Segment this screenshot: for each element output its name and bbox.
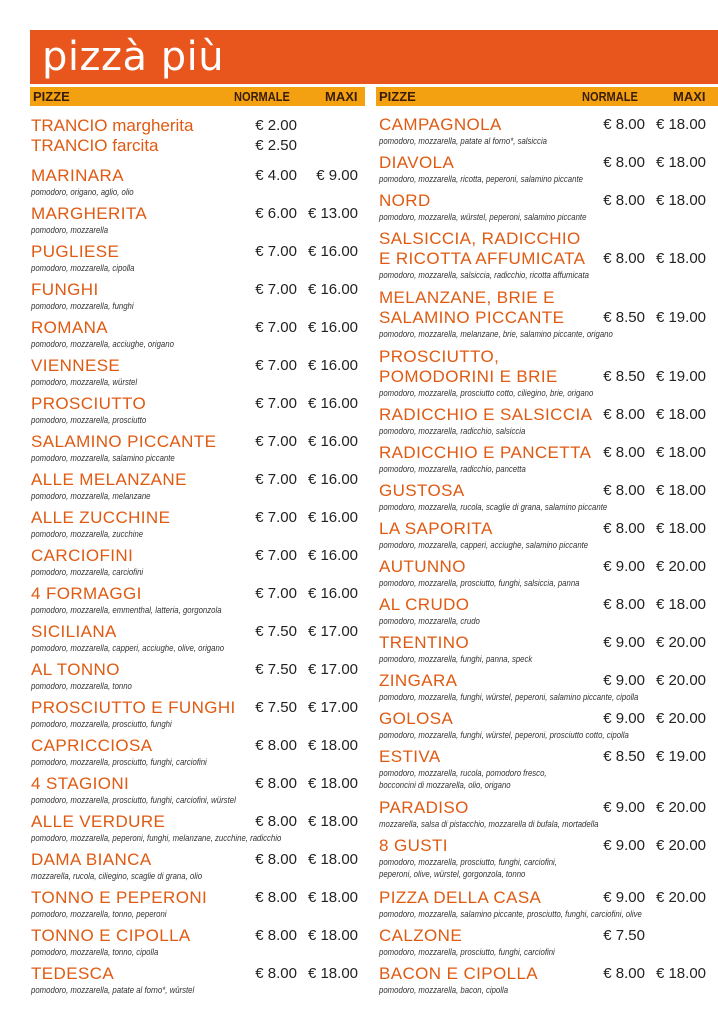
price-maxi: € 20.00: [655, 710, 706, 727]
price-maxi: € 18.00: [655, 250, 706, 267]
menu-item: [379, 229, 709, 281]
price-normale: € 9.00: [603, 672, 645, 689]
pizza-name: ROMANA: [31, 318, 109, 337]
price-normale: € 8.00: [603, 192, 645, 209]
price-maxi: € 20.00: [655, 672, 706, 689]
ingredients: pomodoro, mozzarella, crudo: [379, 616, 480, 627]
price-normale: € 7.00: [255, 357, 297, 374]
price-normale: € 8.00: [255, 737, 297, 754]
menu-item: [31, 204, 359, 244]
ingredients: pomodoro, mozzarella, prosciutto cotto, ciliegino, brie, origano: [379, 388, 594, 399]
pizza-name: ALLE VERDURE: [31, 812, 166, 831]
price-maxi: € 16.00: [307, 281, 358, 298]
menu-item: [379, 798, 709, 838]
menu-item: [379, 481, 709, 521]
price-maxi: € 16.00: [307, 509, 358, 526]
price-normale: € 8.00: [255, 889, 297, 906]
ingredients: pomodoro, mozzarella, patate al forno*, würstel: [31, 985, 195, 996]
price-maxi: € 18.00: [307, 813, 358, 830]
menu-item: [31, 432, 359, 472]
menu-item: [31, 698, 359, 738]
pizza-name: MARINARA: [31, 166, 124, 185]
normale-header: NORMALE: [234, 89, 290, 104]
menu-item: [379, 633, 709, 673]
menu-item: [379, 191, 709, 231]
ingredients: pomodoro, mozzarella, radicchio, salsiccia: [379, 426, 526, 437]
price-normale: € 9.00: [603, 837, 645, 854]
pizza-name: TRENTINO: [379, 633, 470, 652]
pizza-name: NORD: [379, 191, 431, 210]
pizza-name: MELANZANE, BRIE E: [379, 288, 555, 307]
pizza-name: TONNO E PEPERONI: [31, 888, 208, 907]
pizza-name: ALLE ZUCCHINE: [31, 508, 171, 527]
price-normale: € 9.00: [603, 558, 645, 575]
ingredients: pomodoro, mozzarella, tonno, cipolla: [31, 947, 159, 958]
price-normale: € 8.50: [603, 748, 645, 765]
price-normale: € 9.00: [603, 799, 645, 816]
price-normale: € 8.00: [603, 482, 645, 499]
price-normale: € 7.00: [255, 585, 297, 602]
price-maxi: € 18.00: [307, 965, 358, 982]
pizza-name: 4 FORMAGGI: [31, 584, 142, 603]
price-maxi: € 13.00: [307, 205, 358, 222]
menu-item: [379, 519, 709, 559]
price-normale: € 8.00: [603, 116, 645, 133]
price-normale: € 7.50: [255, 699, 297, 716]
price-maxi: € 18.00: [655, 482, 706, 499]
ingredients: pomodoro, mozzarella, radicchio, pancetta: [379, 464, 526, 475]
price-maxi: € 17.00: [307, 661, 358, 678]
menu-item: [379, 557, 709, 597]
pizza-name: 8 GUSTI: [379, 836, 448, 855]
price-maxi: € 16.00: [307, 585, 358, 602]
pizza-name: ESTIVA: [379, 747, 441, 766]
ingredients: pomodoro, mozzarella, rucola, scaglie di grana, salamino piccante: [379, 502, 608, 513]
price-normale: € 7.00: [255, 281, 297, 298]
price-maxi: € 18.00: [307, 889, 358, 906]
ingredients: pomodoro, mozzarella, cipolla: [31, 263, 135, 274]
price-normale: € 8.00: [255, 965, 297, 982]
price-maxi: € 18.00: [655, 520, 706, 537]
pizza-name: GUSTOSA: [379, 481, 465, 500]
menu-item: [31, 470, 359, 510]
price-normale: € 8.00: [603, 406, 645, 423]
price-normale: € 2.50: [255, 137, 297, 154]
left-column-header: [30, 87, 365, 106]
menu-item: [31, 660, 359, 700]
ingredients: pomodoro, mozzarella, rucola, pomodoro fresco,: [379, 768, 547, 779]
ingredients: pomodoro, mozzarella, peperoni, funghi, melanzane, zucchine, radicchio: [31, 833, 282, 844]
price-maxi: € 19.00: [655, 748, 706, 765]
ingredients-line2: bocconcini di mozzarella, olio, origano: [379, 780, 511, 791]
ingredients: pomodoro, mozzarella, emmenthal, latteria, gorgonzola: [31, 605, 222, 616]
menu-item: [31, 394, 359, 434]
ingredients: pomodoro, mozzarella, tonno: [31, 681, 132, 692]
price-normale: € 7.00: [255, 395, 297, 412]
price-normale: € 7.00: [255, 547, 297, 564]
pizza-name: CARCIOFINI: [31, 546, 134, 565]
pizza-name: ALLE MELANZANE: [31, 470, 187, 489]
pizza-name: SALAMINO PICCANTE: [31, 432, 217, 451]
price-normale: € 9.00: [603, 889, 645, 906]
menu-item: [379, 347, 709, 399]
ingredients: pomodoro, mozzarella, melanzane, brie, salamino piccante, origano: [379, 329, 613, 340]
pizza-name: PIZZA DELLA CASA: [379, 888, 542, 907]
menu-item: [31, 736, 359, 776]
menu-item: [31, 964, 359, 1004]
menu-item: [31, 546, 359, 586]
menu-item: [379, 153, 709, 193]
price-maxi: € 17.00: [307, 623, 358, 640]
price-maxi: € 19.00: [655, 309, 706, 326]
pizza-name: TRANCIO margherita: [31, 116, 194, 135]
menu-item: [379, 888, 709, 928]
pizza-name: TEDESCA: [31, 964, 115, 983]
price-maxi: € 18.00: [655, 444, 706, 461]
price-normale: € 8.00: [603, 154, 645, 171]
pizza-name: FUNGHI: [31, 280, 99, 299]
ingredients: pomodoro, mozzarella, prosciutto, funghi, carciofini,: [379, 857, 557, 868]
pizza-name: PROSCIUTTO: [31, 394, 147, 413]
menu-item: [379, 115, 709, 155]
ingredients: pomodoro, mozzarella, funghi, würstel, peperoni, salamino piccante, cipolla: [379, 692, 639, 703]
normale-header: NORMALE: [582, 89, 638, 104]
ingredients: pomodoro, mozzarella, salsiccia, radicchio, ricotta affumicata: [379, 270, 589, 281]
price-normale: € 7.00: [255, 471, 297, 488]
price-normale: € 7.00: [255, 243, 297, 260]
menu-item: [379, 964, 709, 1004]
pizza-name: DIAVOLA: [379, 153, 455, 172]
price-normale: € 8.00: [255, 851, 297, 868]
price-maxi: € 18.00: [655, 965, 706, 982]
price-maxi: € 16.00: [307, 395, 358, 412]
ingredients: mozzarella, salsa di pistacchio, mozzarella di bufala, mortadella: [379, 819, 599, 830]
pizza-name: 4 STAGIONI: [31, 774, 130, 793]
column-title: PIZZE: [379, 89, 416, 104]
maxi-header: MAXI: [673, 89, 706, 104]
ingredients: pomodoro, mozzarella, würstel, peperoni, salamino piccante: [379, 212, 587, 223]
price-maxi: € 18.00: [655, 192, 706, 209]
menu-item: [31, 622, 359, 662]
ingredients: pomodoro, mozzarella, prosciutto, funghi, carciofini: [379, 947, 555, 958]
header-banner: [30, 30, 718, 84]
ingredients: pomodoro, mozzarella, prosciutto: [31, 415, 147, 426]
price-normale: € 8.00: [255, 813, 297, 830]
menu-item: [31, 166, 359, 206]
ingredients: pomodoro, mozzarella, tonno, peperoni: [31, 909, 167, 920]
price-normale: € 6.00: [255, 205, 297, 222]
pizza-name: CAPRICCIOSA: [31, 736, 153, 755]
price-normale: € 7.50: [255, 623, 297, 640]
ingredients: pomodoro, mozzarella, capperi, acciughe, salamino piccante: [379, 540, 589, 551]
price-normale: € 7.00: [255, 433, 297, 450]
pizza-name: PROSCIUTTO E FUNGHI: [31, 698, 236, 717]
ingredients: pomodoro, mozzarella, prosciutto, funghi: [31, 719, 172, 730]
price-normale: € 7.50: [603, 927, 645, 944]
pizza-name: BACON E CIPOLLA: [379, 964, 539, 983]
pizza-name: RADICCHIO E PANCETTA: [379, 443, 592, 462]
ingredients: pomodoro, mozzarella, funghi, panna, speck: [379, 654, 533, 665]
menu-item: [31, 774, 359, 814]
price-maxi: € 20.00: [655, 837, 706, 854]
pizza-name: TRANCIO farcita: [31, 136, 159, 155]
menu-item: [31, 850, 359, 890]
price-normale: € 7.00: [255, 319, 297, 336]
menu-item: [379, 288, 709, 340]
ingredients: pomodoro, mozzarella, zucchine: [31, 529, 144, 540]
ingredients: pomodoro, mozzarella, funghi, würstel, peperoni, prosciutto cotto, cipolla: [379, 730, 629, 741]
menu-item: [379, 671, 709, 711]
ingredients: pomodoro, mozzarella, bacon, cipolla: [379, 985, 509, 996]
price-normale: € 8.00: [603, 596, 645, 613]
ingredients: pomodoro, mozzarella, ricotta, peperoni, salamino piccante: [379, 174, 583, 185]
price-maxi: € 18.00: [307, 927, 358, 944]
menu-item: [31, 242, 359, 282]
price-maxi: € 16.00: [307, 471, 358, 488]
price-maxi: € 20.00: [655, 634, 706, 651]
price-maxi: € 20.00: [655, 799, 706, 816]
pizza-name: LA SAPORITA: [379, 519, 493, 538]
menu-item: [379, 926, 709, 966]
price-normale: € 8.50: [603, 368, 645, 385]
price-maxi: € 18.00: [655, 154, 706, 171]
price-normale: € 8.00: [603, 444, 645, 461]
menu-item: [31, 356, 359, 396]
pizza-name: SALSICCIA, RADICCHIO: [379, 229, 581, 248]
ingredients: pomodoro, mozzarella, funghi: [31, 301, 134, 312]
ingredients: pomodoro, mozzarella: [31, 225, 109, 236]
menu-item: [31, 888, 359, 928]
pizza-name: MARGHERITA: [31, 204, 148, 223]
maxi-header: MAXI: [325, 89, 358, 104]
price-maxi: € 18.00: [655, 406, 706, 423]
pizza-name-line2: E RICOTTA AFFUMICATA: [379, 249, 586, 268]
price-normale: € 8.00: [603, 520, 645, 537]
price-normale: € 7.00: [255, 509, 297, 526]
pizza-name: AL TONNO: [31, 660, 120, 679]
price-normale: € 8.00: [255, 775, 297, 792]
price-maxi: € 18.00: [307, 737, 358, 754]
pizza-name: CALZONE: [379, 926, 463, 945]
price-normale: € 4.00: [255, 167, 297, 184]
price-normale: € 9.00: [603, 710, 645, 727]
brand-logo: pizzà più: [42, 34, 225, 80]
menu-item: [31, 812, 359, 852]
menu-item: [379, 405, 709, 445]
ingredients: pomodoro, mozzarella, melanzane: [31, 491, 151, 502]
menu-item: [31, 926, 359, 966]
pizza-name: ZINGARA: [379, 671, 458, 690]
menu-item: [379, 747, 709, 791]
pizza-name: TONNO E CIPOLLA: [31, 926, 191, 945]
price-maxi: € 18.00: [655, 116, 706, 133]
price-maxi: € 16.00: [307, 547, 358, 564]
ingredients: mozzarella, rucola, ciliegino, scaglie di grana, olio: [31, 871, 203, 882]
menu-item: [31, 318, 359, 358]
menu-item: [31, 280, 359, 320]
right-column-header: [376, 87, 718, 106]
price-maxi: € 18.00: [307, 851, 358, 868]
pizza-name: CAMPAGNOLA: [379, 115, 502, 134]
price-normale: € 8.00: [603, 250, 645, 267]
ingredients: pomodoro, mozzarella, prosciutto, funghi, salsiccia, panna: [379, 578, 580, 589]
pizza-name: DAMA BIANCA: [31, 850, 152, 869]
pizza-name: PROSCIUTTO,: [379, 347, 500, 366]
price-maxi: € 17.00: [307, 699, 358, 716]
ingredients: pomodoro, mozzarella, capperi, acciughe, olive, origano: [31, 643, 225, 654]
ingredients: pomodoro, mozzarella, patate al forno*, salsiccia: [379, 136, 548, 147]
price-normale: € 2.00: [255, 117, 297, 134]
price-maxi: € 16.00: [307, 319, 358, 336]
price-normale: € 9.00: [603, 634, 645, 651]
price-maxi: € 18.00: [307, 775, 358, 792]
price-maxi: € 16.00: [307, 433, 358, 450]
pizza-name: VIENNESE: [31, 356, 121, 375]
price-normale: € 8.00: [603, 965, 645, 982]
pizza-name-line2: SALAMINO PICCANTE: [379, 308, 565, 327]
pizza-name: AL CRUDO: [379, 595, 470, 614]
ingredients: pomodoro, mozzarella, salamino piccante, prosciutto, funghi, carciofini, olive: [379, 909, 642, 920]
price-maxi: € 18.00: [655, 596, 706, 613]
pizza-name: GOLOSA: [379, 709, 454, 728]
pizza-name: PARADISO: [379, 798, 469, 817]
price-maxi: € 16.00: [307, 243, 358, 260]
menu-item: [31, 584, 359, 624]
ingredients: pomodoro, mozzarella, würstel: [31, 377, 138, 388]
price-maxi: € 19.00: [655, 368, 706, 385]
menu-item: [31, 508, 359, 548]
price-normale: € 8.50: [603, 309, 645, 326]
menu-item: [379, 709, 709, 749]
column-title: PIZZE: [33, 89, 70, 104]
pizza-name-line2: POMODORINI E BRIE: [379, 367, 558, 386]
price-normale: € 8.00: [255, 927, 297, 944]
pizza-name: AUTUNNO: [379, 557, 466, 576]
menu-item: [379, 443, 709, 483]
pizza-name: SICILIANA: [31, 622, 117, 641]
price-maxi: € 9.00: [316, 167, 358, 184]
price-maxi: € 16.00: [307, 357, 358, 374]
pizza-name: RADICCHIO E SALSICCIA: [379, 405, 593, 424]
menu-item: [379, 595, 709, 635]
price-normale: € 7.50: [255, 661, 297, 678]
ingredients: pomodoro, mozzarella, prosciutto, funghi, carciofini, würstel: [31, 795, 236, 806]
ingredients: pomodoro, origano, aglio, olio: [31, 187, 134, 198]
ingredients: pomodoro, mozzarella, prosciutto, funghi, carciofini: [31, 757, 207, 768]
menu-item: [379, 836, 709, 880]
ingredients: pomodoro, mozzarella, carciofini: [31, 567, 144, 578]
price-maxi: € 20.00: [655, 889, 706, 906]
ingredients: pomodoro, mozzarella, acciughe, origano: [31, 339, 174, 350]
price-maxi: € 20.00: [655, 558, 706, 575]
ingredients-line2: peperoni, olive, würstel, gorgonzola, tonno: [379, 869, 526, 880]
ingredients: pomodoro, mozzarella, salamino piccante: [31, 453, 175, 464]
pizza-name: PUGLIESE: [31, 242, 120, 261]
